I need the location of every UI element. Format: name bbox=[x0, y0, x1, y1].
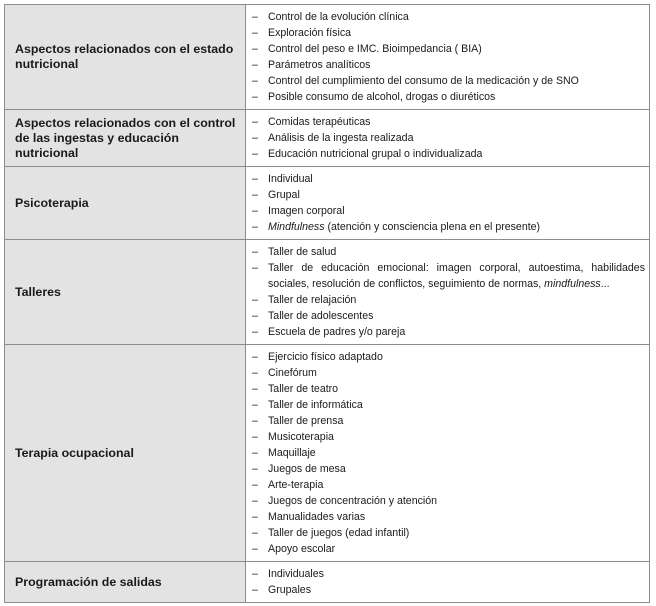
list-item: – Arte-terapia bbox=[250, 477, 645, 493]
item-suffix: ... bbox=[600, 278, 610, 290]
list-item: – Escuela de padres y/o pareja bbox=[250, 324, 645, 340]
italic-term: mindfulness bbox=[544, 278, 601, 290]
table-row bbox=[5, 562, 650, 603]
list-item: – Comidas terapéuticas bbox=[250, 114, 645, 130]
list-item: – Musicoterapia bbox=[250, 429, 645, 445]
list-item: – Ejercicio físico adaptado bbox=[250, 349, 645, 365]
item-text: Taller de educación emocional: imagen corporal, autoestima, habilidades sociales, resolución de conflictos, seguimiento de normas, bbox=[268, 262, 645, 290]
list-item: – Control del cumplimiento del consumo de la medicación y de SNO bbox=[250, 73, 645, 89]
item-list bbox=[250, 349, 645, 557]
list-item: – Control de la evolución clínica bbox=[250, 9, 645, 25]
list-item: – Posible consumo de alcohol, drogas o diuréticos bbox=[250, 89, 645, 105]
list-item: – Taller de informática bbox=[250, 397, 645, 413]
list-item: – Taller de juegos (edad infantil) bbox=[250, 525, 645, 541]
category-cell: Talleres bbox=[5, 240, 246, 345]
treatment-activities-table bbox=[4, 4, 650, 603]
category-cell: Aspectos relacionados con el control de las ingestas y educación nutricional bbox=[5, 110, 246, 167]
list-item: – Exploración física bbox=[250, 25, 645, 41]
list-item: – Parámetros analíticos bbox=[250, 57, 645, 73]
category-cell: Terapia ocupacional bbox=[5, 345, 246, 562]
items-cell bbox=[246, 240, 650, 345]
list-item: – Individual bbox=[250, 171, 645, 187]
list-item: – Control del peso e IMC. Bioimpedancia ( BIA) bbox=[250, 41, 645, 57]
items-cell bbox=[246, 167, 650, 240]
items-cell bbox=[246, 5, 650, 110]
table-row bbox=[5, 167, 650, 240]
category-cell: Programación de salidas bbox=[5, 562, 246, 603]
list-item: – Grupal bbox=[250, 187, 645, 203]
list-item: – Apoyo escolar bbox=[250, 541, 645, 557]
table-row bbox=[5, 110, 650, 167]
item-list bbox=[250, 171, 645, 235]
category-cell: Aspectos relacionados con el estado nutricional bbox=[5, 5, 246, 110]
list-item: – Taller de relajación bbox=[250, 292, 645, 308]
category-cell: Psicoterapia bbox=[5, 167, 246, 240]
table-row bbox=[5, 240, 650, 345]
item-list bbox=[250, 9, 645, 105]
list-item: – Educación nutricional grupal o individualizada bbox=[250, 146, 645, 162]
item-list bbox=[250, 566, 645, 598]
items-cell bbox=[246, 345, 650, 562]
list-item: – Juegos de concentración y atención bbox=[250, 493, 645, 509]
list-item: – Taller de prensa bbox=[250, 413, 645, 429]
table-row bbox=[5, 5, 650, 110]
list-item: – Cinefórum bbox=[250, 365, 645, 381]
table-row bbox=[5, 345, 650, 562]
item-list bbox=[250, 114, 645, 162]
list-item: – Imagen corporal bbox=[250, 203, 645, 219]
list-item: – Individuales bbox=[250, 566, 645, 582]
items-cell bbox=[246, 110, 650, 167]
list-item bbox=[250, 219, 645, 235]
list-item: – Maquillaje bbox=[250, 445, 645, 461]
list-item bbox=[250, 260, 645, 292]
list-item: – Taller de teatro bbox=[250, 381, 645, 397]
list-item: – Taller de salud bbox=[250, 244, 645, 260]
list-item: – Análisis de la ingesta realizada bbox=[250, 130, 645, 146]
item-text: (atención y consciencia plena en el presente) bbox=[324, 221, 541, 233]
list-item: – Manualidades varias bbox=[250, 509, 645, 525]
italic-term: Mindfulness bbox=[268, 221, 325, 233]
list-item: – Grupales bbox=[250, 582, 645, 598]
list-item: – Taller de adolescentes bbox=[250, 308, 645, 324]
item-list bbox=[250, 244, 645, 340]
list-item: – Juegos de mesa bbox=[250, 461, 645, 477]
items-cell bbox=[246, 562, 650, 603]
